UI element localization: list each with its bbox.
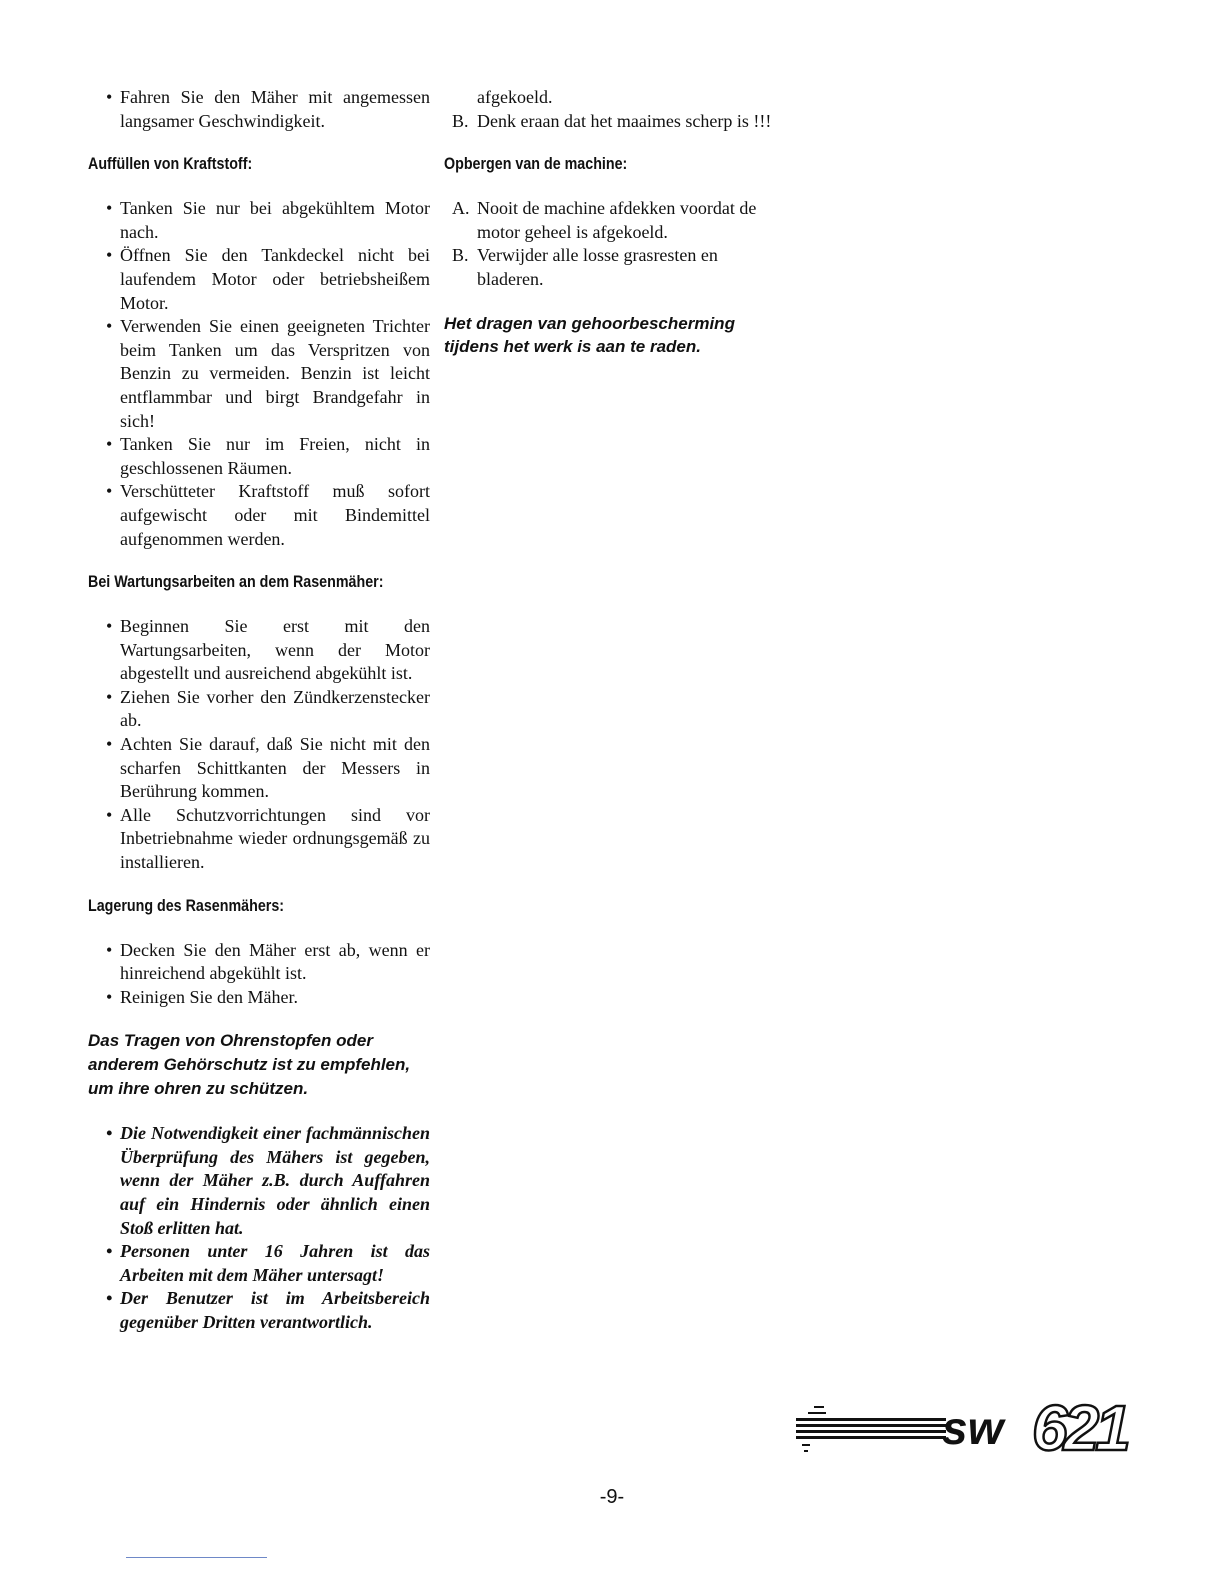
item-text: Verwijder alle losse grasresten en bladeren.: [477, 245, 718, 289]
list-item: • Beginnen Sie erst mit den Wartungsarbeiten, wenn der Motor abgestellt und ausreichend abgekühlt ist.: [108, 615, 430, 686]
list-item: • Die Notwendigkeit einer fachmännischen Überprüfung des Mähers ist gegeben, wenn der Mäher z.B. durch Auffahren auf ein Hindernis oder ähnlich einen Stoß erlitten hat.: [108, 1122, 430, 1240]
list-item: • Alle Schutzvorrichtungen sind vor Inbetriebnahme wieder ordnungsgemäß zu installieren.: [108, 804, 430, 875]
list-item: • Öffnen Sie den Tankdeckel nicht bei laufendem Motor oder betriebsheißem Motor.: [108, 244, 430, 315]
continuation-list: [444, 110, 786, 134]
list-item: • Reinigen Sie den Mäher.: [108, 986, 430, 1010]
logo-brand: sw: [942, 1402, 1004, 1454]
fuel-bullet-list: [88, 197, 430, 551]
sw621-logo: [796, 1396, 1148, 1460]
hearing-protection-note: Das Tragen von Ohrenstopfen oder anderem Gehörschutz ist zu empfehlen, um ihre ohren zu schützen.: [88, 1031, 411, 1098]
section-heading-storage-nl: Opbergen van de machine:: [444, 154, 628, 174]
storage-nl-list: [444, 197, 786, 291]
section-heading-fuel: Auffüllen von Kraftstoff:: [88, 154, 253, 174]
list-item: [452, 244, 786, 291]
item-letter: B.: [452, 245, 469, 266]
list-item: • Verschütteter Kraftstoff muß sofort aufgewischt oder mit Bindemittel aufgenommen werden.: [108, 480, 430, 551]
list-item: [452, 197, 786, 244]
list-item: • Fahren Sie den Mäher mit angemessen langsamer Geschwindigkeit.: [108, 86, 430, 133]
section-heading-maintenance: Bei Wartungsarbeiten an dem Rasenmäher:: [88, 572, 384, 592]
continuation-text: afgekoeld.: [477, 87, 553, 107]
left-column: [88, 86, 430, 1335]
item-letter: B.: [452, 110, 469, 131]
speed-lines-icon: [796, 1406, 946, 1452]
list-item: • Der Benutzer ist im Arbeitsbereich gegenüber Dritten verantwortlich.: [108, 1287, 430, 1334]
item-text: Denk eraan dat het maaimes scherp is !!!: [477, 110, 772, 131]
warning-bullet-list: [88, 1122, 430, 1334]
list-item: • Achten Sie darauf, daß Sie nicht mit den scharfen Schittkanten der Messers in Berührung kommen.: [108, 733, 430, 804]
item-text: Nooit de machine afdekken voordat de motor geheel is afgekoeld.: [477, 198, 757, 242]
list-item: • Tanken Sie nur bei abgekühltem Motor nach.: [108, 197, 430, 244]
intro-bullet-list: [88, 86, 430, 133]
list-item: • Personen unter 16 Jahren ist das Arbeiten mit dem Mäher untersagt!: [108, 1240, 430, 1287]
list-item: • Verwenden Sie einen geeigneten Trichter beim Tanken um das Verspritzen von Benzin zu vermeiden. Benzin ist leicht entflammbar und birgt Brandgefahr in sich!: [108, 315, 430, 433]
right-column: [444, 86, 786, 359]
page-number: -9-: [599, 1486, 625, 1508]
maintenance-bullet-list: [88, 615, 430, 875]
list-item: • Tanken Sie nur im Freien, nicht in geschlossenen Räumen.: [108, 433, 430, 480]
section-heading-storage: Lagerung des Rasenmähers:: [88, 895, 285, 915]
list-item: • Ziehen Sie vorher den Zündkerzenstecker ab.: [108, 686, 430, 733]
footer-rule: [126, 1557, 267, 1558]
list-item: • Decken Sie den Mäher erst ab, wenn er hinreichend abgekühlt ist.: [108, 939, 430, 986]
hearing-protection-note-nl: Het dragen van gehoorbescherming tijdens het werk is aan te raden.: [444, 313, 735, 357]
list-item: [452, 110, 786, 134]
logo-model: 621: [1032, 1396, 1127, 1460]
storage-bullet-list: [88, 939, 430, 1010]
item-letter: A.: [452, 198, 470, 219]
